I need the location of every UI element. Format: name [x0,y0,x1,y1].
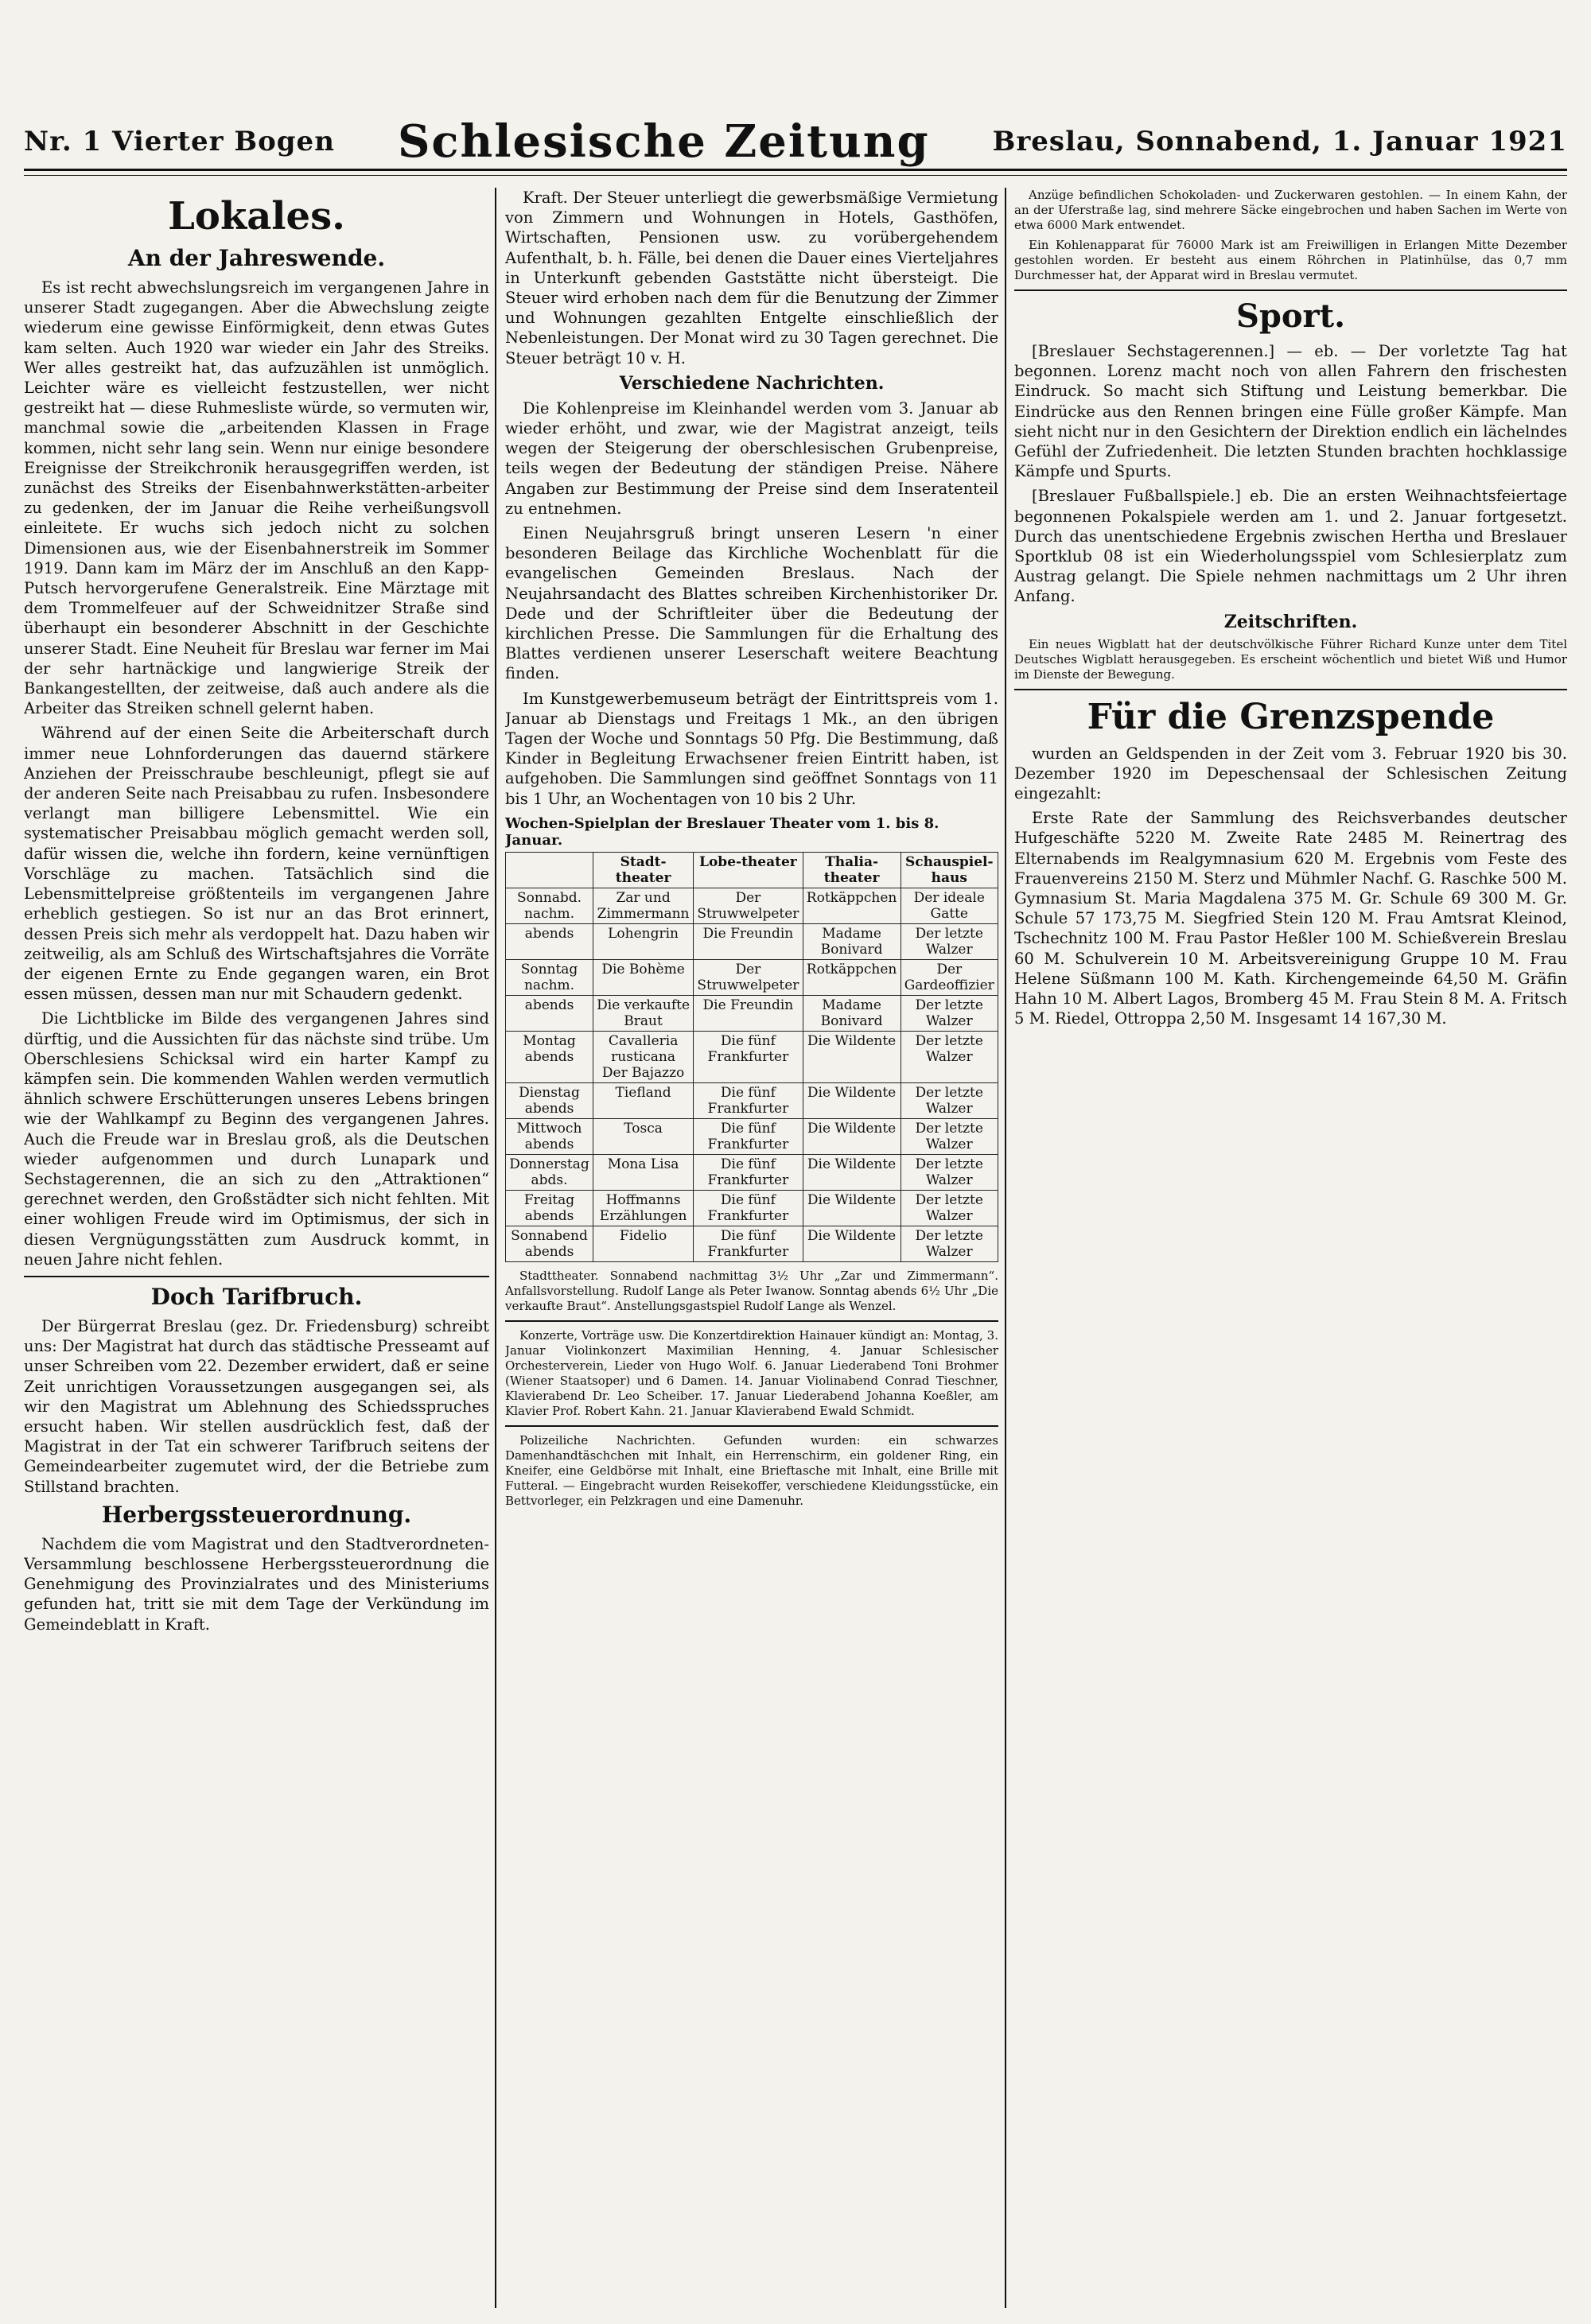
news-paragraph: Anzüge befindlichen Schokoladen- und Zuckerwaren gestohlen. — In einem Kahn, der an der Uferstraße lag, sind mehrere Säcke eingebrochen und haben Sachen im Werte von etwa 6000 Mark entwendet. [1014,188,1567,232]
zeitschriften-paragraph: Ein neues Wigblatt hat der deutschvölkische Führer Richard Kunze unter dem Titel Deutsches Wigblatt herausgegeben. Es erscheint wöchentlich und bietet Wiß und Humor im Dienste der Bewegung. [1014,636,1567,682]
table-cell: Sonnabend abends [506,1226,593,1261]
theater-table-caption: Wochen-Spielplan der Breslauer Theater vom 1. bis 8. Januar. [505,814,939,849]
table-header [506,852,593,888]
table-header-row [506,852,998,888]
table-cell: Hoffmanns Erzählungen [593,1190,694,1226]
table-cell: Die fünf Frankfurter [694,1226,803,1261]
article-title: An der Jahreswende. [127,245,386,271]
table-row [506,995,998,1031]
table-cell: Sonnabd. nachm. [506,888,593,923]
article-separator [505,1320,998,1322]
table-cell: Die Bohème [593,959,694,995]
article-separator [1014,689,1567,690]
table-header: Stadt-theater [593,852,694,888]
news-paragraph: Einen Neujahrsgruß bringt unseren Lesern 'n einer besonderen Beilage das Kirchliche Wochenblatt für die evangelischen Gemeinden Breslaus. Nach der Neujahrsandacht des Blattes schreiben Kirchenhistoriker Dr. Dede und der Schriftleiter über die Bedeutung der kirchlichen Presse. Die Sammlungen für die Erhaltung des Blattes verdienen unserer Leserschaft weitere Beachtung finden. [505,524,998,683]
article-paragraph: Kraft. Der Steuer unterliegt die gewerbsmäßige Vermietung von Zimmern und Wohnungen in Hotels, Gasthöfen, Wirtschaften, Pensionen usw. zu vorübergehendem Aufenthalt, b. h. Fälle, bei denen die Dauer eines Vierteljahres in Unterkunft gebenden Gaststätte nicht übersteigt. Die Steuer wird erhoben nach dem für die Benutzung der Zimmer und Wohnungen gezahlten Entgelte einschließlich der Nebenleistungen. Der Monat wird zu 30 Tagen gerechnet. Die Steuer beträgt 10 v. H. [505,188,998,367]
issue-number: Nr. 1 Vierter Bogen [24,126,335,157]
article-separator [1014,290,1567,291]
article-paragraph: Der Bürgerrat Breslau (gez. Dr. Friedensburg) schreibt uns: Der Magistrat hat durch das städtische Presseamt auf unser Schreiben vom 22. Dezember erwidert, daß er seine Zeit unrichtigen Voraussetzungen ausgegangen sei, als wir den Magistrat um Ablehnung des Schiedsspruches ersucht haben. Wir stellen ausdrücklich fest, daß der Magistrat in der Tat ein schwerer Tarifbruch seitens der Gemeindearbeiter zugemutet wird, der die Betriebe zum Stillstand brachten. [24,1316,489,1496]
theater-schedule-table [505,852,998,1262]
article-paragraph: Es ist recht abwechslungsreich im vergangenen Jahre in unserer Stadt zugegangen. Aber die Abwechslung zeigte wiederum eine gewisse Einförmigkeit, denn etwas Gutes kam selten. Auch 1920 war wieder ein Jahr des Streiks. Wer alles gestreikt hat, das aufzuzählen ist unmöglich. Leichter wäre es vielleicht festzustellen, wer nicht gestreikt hat — diese Ruhmesliste würde, so vermuten wir, manchmal sowie die „arbeitenden Klassen in Frage kommen, nicht sehr lang sein. Wenn nur einige besondere Ereignisse der Streikchronik herausgegriffen werden, ist zunächst des Streiks der Eisenbahnwerkstätten-arbeiter zu gedenken, der im Januar die Reihe verheißungsvoll einleitete. Er wuchs sich jedoch nicht zu solchen Dimensionen aus, wie der Eisenbahnerstreik im Sommer 1919. Dann kam im März der im Anschluß an den Kapp-Putsch hervorgerufene Generalstreik. Eine Märztage mit dem Trommelfeuer auf der Schweidnitzer Straße sind überhaupt ein besonderer Abschnitt in der Geschichte unserer Stadt. Eine Neuheit für Breslau war ferner im Mai der sehr hartnäckige und langwierige Streik der Bankangestellten, der zeitweise, daß auch andere als die Arbeiter das Streiken schnell gelernt haben. [24,278,489,718]
table-row [506,1031,998,1082]
article-paragraph: Nachdem die vom Magistrat und den Stadtverordneten-Versammlung beschlossene Herbergssteuerordnung die Genehmigung des Provinzialrates und des Ministeriums gefunden hat, tritt sie mit dem Tage der Verkündung im Gemeindeblatt in Kraft. [24,1534,489,1634]
table-row [506,1226,998,1261]
section-heading-zeitschriften: Zeitschriften. [1223,611,1358,632]
table-cell: Die fünf Frankfurter [694,1190,803,1226]
news-paragraph: Die Kohlenpreise im Kleinhandel werden vom 3. Januar ab wieder erhöht, und zwar, wie der Magistrat anzeigt, teils wegen der Steigerung der oberschlesischen Grubenpreise, teils wegen der Bedeutung der ständigen Preise. Nähere Angaben zur Bestimmung der Preise sind dem Inseratenteil zu entnehmen. [505,398,998,518]
table-cell: Die fünf Frankfurter [694,1118,803,1154]
grenzspende-list: Erste Rate der Sammlung des Reichsverbandes deutscher Hufgeschäfte 5220 M. Zweite Rate 2485 M. Reinertrag des Elternabends im Realgymnasium 620 M. Ergebnis vom Feste des Frauenvereins 2150 M. Sterz und Mühmler Nachf. G. Raschke 500 M. Gymnasium St. Maria Magdalena 375 M. Gr. Schule 69 300 M. Gr. Schule 57 173,75 M. Siegfried Stein 120 M. Frau Amtsrat Kleinod, Tschechnitz 100 M. Frau Pastor Heßler 100 M. Schießverein Breslau 60 M. Schulverein 10 M. Arbeitsvereinigung Gruppe 10 M. Frau Helene Süßmann 100 M. Kath. Kirchengemeinde 64,50 M. Gräfin Hahn 10 M. Albert Lagos, Bromberg 45 M. Frau Stein 8 M. A. Fritsch 5 M. Riedel, Ottroppa 2,50 M. Insgesamt 14 167,30 M. [1014,809,1567,1028]
table-cell: Fidelio [593,1226,694,1261]
table-cell: Die Freundin [694,995,803,1031]
concert-notice: Konzerte, Vorträge usw. Die Konzertdirektion Hainauer kündigt an: Montag, 3. Januar Violinkonzert Maximilian Henning, 4. Januar Schlesischer Orchesterverein, Lieder von Hugo Wolf. 6. Januar Liederabend Toni Brohmer (Wiener Staatsoper) und 6 Damen. 14. Januar Violinabend Conrad Tieschner, Klavierabend Dr. Leo Scheiber. 17. Januar Liederabend Johanna Koeßler, am Klavier Prof. Robert Kahn. 21. Januar Klavierabend Ewald Schmidt. [505,1327,998,1418]
table-cell: Die verkaufte Braut [593,995,694,1031]
sport-paragraph: [Breslauer Sechstagerennen.] — eb. — Der vorletzte Tag hat begonnen. Lorenz macht noch von allen Fahrern den frischesten Eindruck. So macht sich Stiftung und Leistung bemerkbar. Die Eindrücke aus den Rennen bringen eine Fülle großer Kämpfe. Man sieht nicht nur in den Gesichtern der Direktion endlich ein lächelndes Gefühl der Zufriedenheit. Die letzten Stunden brachten hochklassige Kämpfe und Spurts. [1014,342,1567,481]
column-2 [505,188,998,2308]
table-cell: Der Struwwelpeter [694,888,803,923]
table-cell: abends [506,995,593,1031]
table-row [506,888,998,923]
column-divider [495,188,496,2308]
table-cell: Der letzte Walzer [901,1118,998,1154]
section-heading-nachrichten: Verschiedene Nachrichten. [619,372,885,394]
masthead [24,115,1567,168]
table-cell: Sonntag nachm. [506,959,593,995]
table-header: Thalia-theater [803,852,901,888]
table-cell: Der letzte Walzer [901,1190,998,1226]
table-header: Schauspiel-haus [901,852,998,888]
table-cell: Der Gardeoffizier [901,959,998,995]
news-paragraph: Ein Kohlenapparat für 76000 Mark ist am Freiwilligen in Erlangen Mitte Dezember gestohlen worden. Er besteht aus einem Röhrchen in Platinhülse, das 0,7 mm Durchmesser hat, der Apparat wird in Breslau vermutet. [1014,238,1567,282]
table-cell: Donnerstag abds. [506,1154,593,1190]
table-cell: Der letzte Walzer [901,1154,998,1190]
table-cell: Freitag abends [506,1190,593,1226]
table-row [506,1118,998,1154]
table-row [506,923,998,959]
table-cell: Madame Bonivard [803,995,901,1031]
article-separator [505,1425,998,1427]
table-cell: Die Wildente [803,1226,901,1261]
table-cell: Der letzte Walzer [901,1031,998,1082]
table-cell: Die Wildente [803,1118,901,1154]
table-cell: Zar und Zimmermann [593,888,694,923]
table-cell: Der letzte Walzer [901,923,998,959]
news-paragraph: Im Kunstgewerbemuseum beträgt der Eintrittspreis vom 1. Januar ab Dienstags und Freitags 1 Mk., an den übrigen Tagen der Woche und Sonntags 50 Pfg. Die Bestimmung, daß Kinder in Begleitung Erwachsener freien Eintritt haben, ist aufgehoben. Die Sammlungen sind geöffnet Sonntags von 11 bis 1 Uhr, an Wochentagen von 10 bis 2 Uhr. [505,689,998,808]
table-cell: Rotkäppchen [803,959,901,995]
table-row [506,1082,998,1118]
article-paragraph: Die Lichtblicke im Bilde des vergangenen Jahres sind dürftig, und die Aussichten für das nächste sind trübe. Um Oberschlesiens Schicksal wird ein harter Kampf zu kämpfen sein. Die kommenden Wahlen werden vermutlich ähnlich schwere Erschütterungen unseres Lebens bringen wie der Wahlkampf zu Beginn des vergangenen Jahres. Auch die Freude war in Breslau groß, als die Deutschen wieder aufgenommen und durch Lunapark und Sechstagerennen, die an sich zu den „Attraktionen“ gerechnet werden, den Großstädter sich nicht fehlten. Mit einer wohligen Freude wird im Optimismus, der sich in diesen Vergnügungsstätten zum Ausdruck kommt, in neuen Jahre nicht fehlen. [24,1009,489,1269]
article-separator [24,1276,489,1277]
section-heading-grenzspende: Für die Grenzspende [1087,696,1495,737]
table-row [506,959,998,995]
table-cell: Cavalleria rusticana Der Bajazzo [593,1031,694,1082]
section-heading-lokales: Lokales. [168,194,345,239]
dateline: Breslau, Sonnabend, 1. Januar 1921 [992,126,1567,157]
theater-note: Stadttheater. Sonnabend nachmittag 3½ Uhr „Zar und Zimmermann“. Anfallsvorstellung. Rudolf Lange als Peter Iwanow. Sonntag abends 6½ Uhr „Die verkaufte Braut“. Anstellungsgastspiel Rudolf Lange als Wenzel. [505,1268,998,1313]
table-cell: Der letzte Walzer [901,1226,998,1261]
table-cell: Tiefland [593,1082,694,1118]
table-cell: Der ideale Gatte [901,888,998,923]
grenzspende-intro: wurden an Geldspenden in der Zeit vom 3. Februar 1920 bis 30. Dezember 1920 im Depeschensaal der Schlesischen Zeitung eingezahlt: [1014,744,1567,803]
table-row [506,1190,998,1226]
table-header: Lobe-theater [694,852,803,888]
table-row [506,1154,998,1190]
table-cell: Mona Lisa [593,1154,694,1190]
masthead-rule-thin [24,175,1567,176]
article-paragraph: Während auf der einen Seite die Arbeiterschaft durch immer neue Lohnforderungen das dauernd stärkere Anziehen der Preisschraube beschleunigt, pflegt sie auf der anderen Seite nach Preisabbau zu rufen. Insbesondere verlangt man billigere Lebensmittel. Wie ein systematischer Preisabbau möglich gemacht werden soll, dafür wissen die, welche ihn fordern, keine vernünftigen Vorschläge zu machen. Tatsächlich sind die Lebensmittelpreise größtenteils im vergangenen Jahre erheblich gestiegen. So ist nur an das Brot erinnert, dessen Preis sich mehr als verdoppelt hat. Dazu haben wir zeitweilig, als am Schluß des Wirtschaftsjahres die Vorräte der eigenen Ernte zu Ende gegangen waren, ein Brot essen müssen, dessen man nur mit Schaudern gedenkt. [24,724,489,1004]
table-cell: abends [506,923,593,959]
article-title: Doch Tarifbruch. [150,1283,363,1310]
table-cell: Tosca [593,1118,694,1154]
table-cell: Der letzte Walzer [901,1082,998,1118]
table-cell: Der Struwwelpeter [694,959,803,995]
column-divider [1005,188,1006,2308]
table-cell: Lohengrin [593,923,694,959]
table-cell: Die Wildente [803,1082,901,1118]
table-cell: Madame Bonivard [803,923,901,959]
table-cell: Rotkäppchen [803,888,901,923]
section-heading-sport: Sport. [1235,297,1345,335]
table-cell: Die Freundin [694,923,803,959]
table-cell: Dienstag abends [506,1082,593,1118]
newspaper-title: Schlesische Zeitung [397,115,930,168]
sport-paragraph: [Breslauer Fußballspiele.] eb. Die an ersten Weihnachtsfeiertage begonnenen Pokalspiele werden am 1. und 2. Januar fortgesetzt. Durch das unentschiedene Ergebnis zwischen Hertha und Breslauer Sportklub 08 ist ein Wiederholungsspiel vom Schlesierplatz zum Austrag gelangt. Die Spiele nehmen nachmittags um 2 Uhr ihren Anfang. [1014,487,1567,606]
column-3 [1014,188,1567,2308]
table-cell: Die fünf Frankfurter [694,1082,803,1118]
column-1 [24,188,489,2308]
table-cell: Die Wildente [803,1031,901,1082]
table-cell: Die fünf Frankfurter [694,1154,803,1190]
table-cell: Der letzte Walzer [901,995,998,1031]
table-cell: Die Wildente [803,1190,901,1226]
table-cell: Die fünf Frankfurter [694,1031,803,1082]
table-cell: Montag abends [506,1031,593,1082]
article-title: Herbergssteuerordnung. [101,1501,412,1528]
table-cell: Die Wildente [803,1154,901,1190]
police-notice: Polizeiliche Nachrichten. Gefunden wurden: ein schwarzes Damenhandtäschchen mit Inhalt, ein Herrenschirm, ein goldener Ring, ein Kneifer, eine Geldbörse mit Inhalt, eine Brieftasche mit Inhalt, eine Brille mit Futteral. — Eingebracht wurden Reisekoffer, verschiedene Kleidungsstücke, ein Bettvorleger, ein Pelzkragen und eine Damenuhr. [505,1432,998,1508]
table-cell: Mittwoch abends [506,1118,593,1154]
masthead-rule [24,169,1567,171]
